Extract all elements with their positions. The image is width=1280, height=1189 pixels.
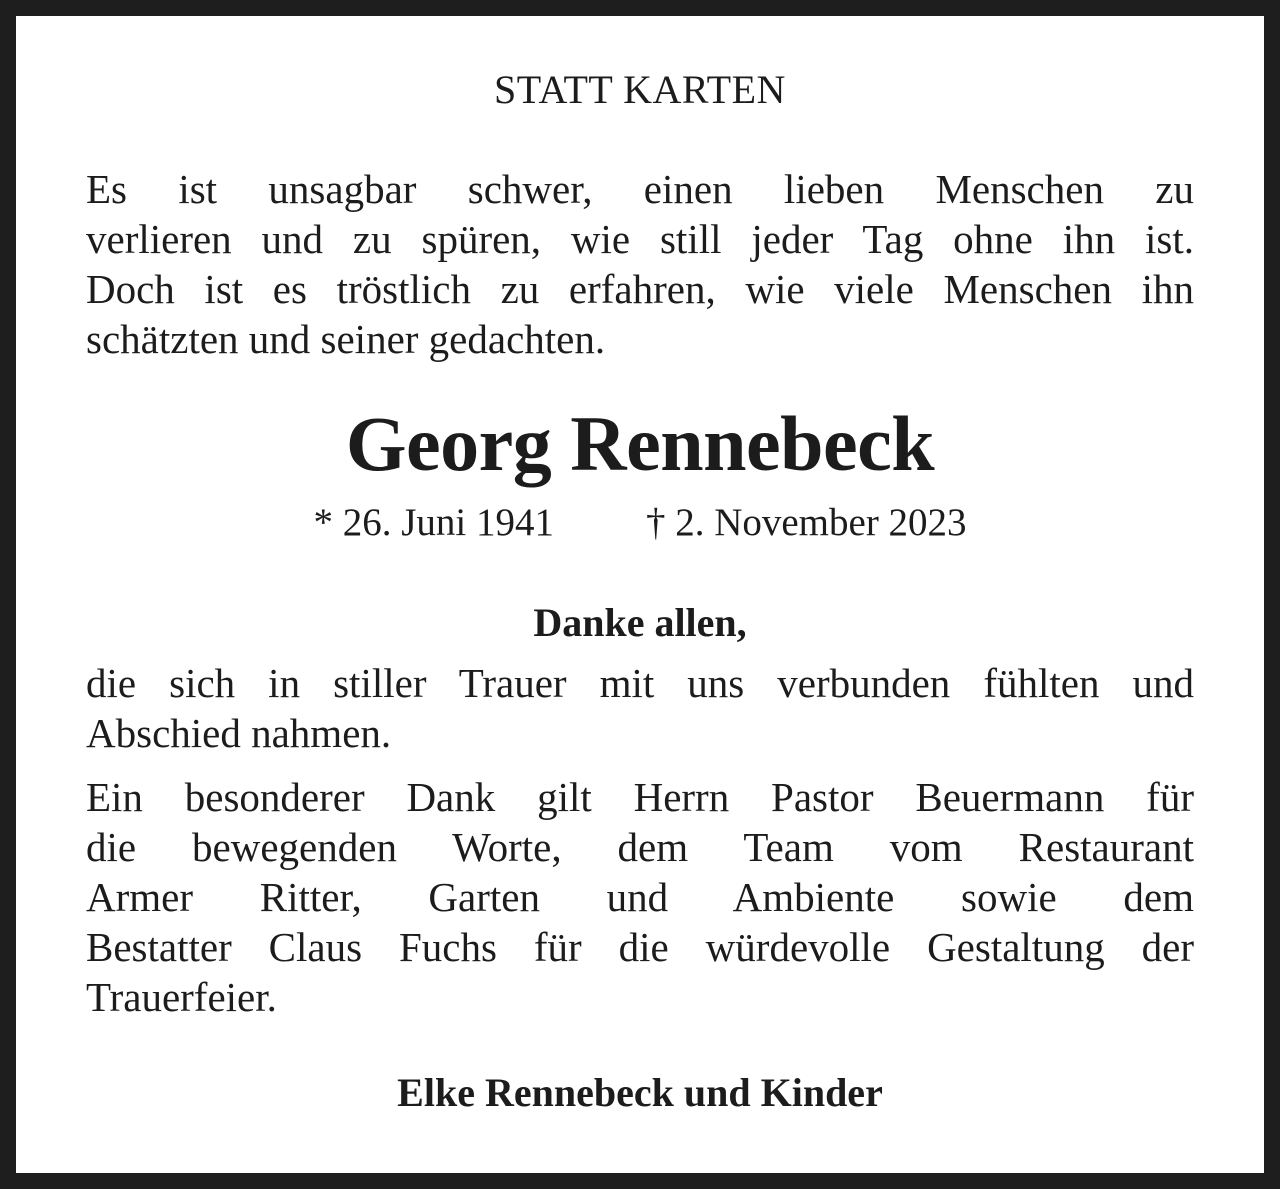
special-thanks-line: Armer Ritter, Garten und Ambiente sowie dem xyxy=(86,874,1194,920)
thanks-heading: Danke allen, xyxy=(533,600,747,645)
special-thanks-line: Bestatter Claus Fuchs für die würdevolle Gestaltung der xyxy=(86,924,1194,970)
death-date: † 2. November 2023 xyxy=(645,501,967,544)
header-statt-karten: STATT KARTEN xyxy=(494,67,786,112)
thanks-line: die sich in stiller Trauer mit uns verbunden fühlten und xyxy=(86,660,1194,706)
intro-line: Es ist unsagbar schwer, einen lieben Menschen zu xyxy=(86,166,1194,212)
life-dates xyxy=(86,500,1194,545)
signature: Elke Rennebeck und Kinder xyxy=(397,1070,883,1115)
intro-line: Doch ist es tröstlich zu erfahren, wie viele Menschen ihn xyxy=(86,266,1194,312)
deceased-name: Georg Rennebeck xyxy=(345,400,935,487)
thanks-line: Abschied nahmen. xyxy=(86,710,392,756)
birth-date: * 26. Juni 1941 xyxy=(313,501,554,544)
special-thanks-line: Ein besonderer Dank gilt Herrn Pastor Beuermann für xyxy=(86,774,1194,820)
intro-line: verlieren und zu spüren, wie still jeder Tag ohne ihn ist. xyxy=(86,216,1194,262)
special-thanks-line: Trauerfeier. xyxy=(86,974,277,1020)
intro-line: schätzten und seiner gedachten. xyxy=(86,316,606,362)
obituary-card xyxy=(16,16,1264,1173)
special-thanks-line: die bewegenden Worte, dem Team vom Restaurant xyxy=(86,824,1194,870)
